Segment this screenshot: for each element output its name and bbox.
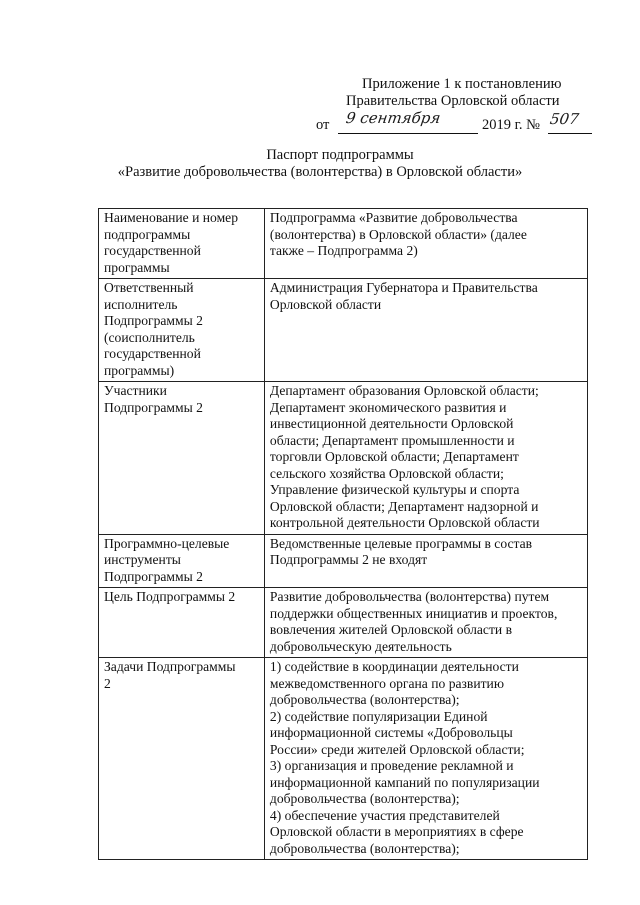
handwritten-date: 9 сентября <box>344 109 442 127</box>
row-label-cell <box>99 279 265 382</box>
passport-table <box>98 208 588 860</box>
row-value: Ведомственные целевые программы в состав Подпрограммы 2 не входят <box>269 535 533 567</box>
table-row <box>99 382 588 535</box>
document-title <box>0 147 640 181</box>
appendix-line-1: Приложение 1 к постановлению <box>362 76 562 92</box>
table-row <box>99 658 588 860</box>
year-and-number-label: 2019 г. № <box>482 117 541 133</box>
table-row <box>99 279 588 382</box>
appendix-date-row <box>310 110 600 134</box>
row-value-cell <box>264 588 587 658</box>
row-label: Программно-целевые инструменты Подпрограммы 2 <box>104 535 230 584</box>
row-value: Департамент образования Орловской области; Департамент экономического развития и инвестиционной деятельности Орловской области; Департамент промышленности и торговли Орловской области; Департамент сельского хозяйства Орловской области; Управление физической культуры и спорта Орловской области; Департамент надзорной и контрольной деятельности Орловской области <box>269 383 540 530</box>
from-label: от <box>316 117 330 133</box>
row-value-cell <box>264 209 587 279</box>
row-value: Подпрограмма «Развитие добровольчества (волонтерства) в Орловской области» (далее также – Подпрограмма 2) <box>269 210 527 258</box>
table-row <box>99 209 588 279</box>
row-value-cell <box>264 534 587 588</box>
row-label-cell <box>99 209 265 279</box>
row-label: Участники Подпрограммы 2 <box>104 383 203 415</box>
row-value-cell <box>264 279 587 382</box>
title-line-1: Паспорт подпрограммы <box>266 147 414 163</box>
row-label-cell <box>99 588 265 658</box>
row-label-cell <box>99 534 265 588</box>
appendix-line-2: Правительства Орловской области <box>346 93 560 109</box>
row-label-cell <box>99 382 265 535</box>
row-value-cell <box>264 382 587 535</box>
table-row <box>99 534 588 588</box>
handwritten-number: 507 <box>548 110 580 128</box>
table-row <box>99 588 588 658</box>
row-value: 1) содействие в координации деятельности межведомственного органа по развитию добровольчества (волонтерства); 2) содействие популяризации Единой информационной системы «Добровольцы России» среди жителей Орловской области; 3) организация и проведение рекламной и информационной кампаний по популяризации добровольчества (волонтерства); 4) обеспечение участия представителей Орловской области в мероприятиях в сфере добровольчества (волонтерства); <box>269 659 540 856</box>
title-line-2: «Развитие добровольчества (волонтерства) в Орловской области» <box>117 164 523 180</box>
row-value-cell <box>264 658 587 860</box>
row-label: Ответственный исполнитель Подпрограммы 2 (соисполнитель государственной программы) <box>104 280 203 378</box>
row-value: Развитие добровольчества (волонтерства) путем поддержки общественных инициатив и проектов, вовлечения жителей Орловской области в добровольческую деятельность <box>269 589 558 654</box>
row-label: Задачи Подпрограммы 2 <box>104 659 236 691</box>
row-label: Цель Подпрограммы 2 <box>104 589 236 604</box>
row-label-cell <box>99 658 265 860</box>
row-label: Наименование и номер подпрограммы государственной программы <box>104 210 239 275</box>
row-value: Администрация Губернатора и Правительства Орловской области <box>269 280 538 312</box>
appendix-header <box>310 76 600 134</box>
